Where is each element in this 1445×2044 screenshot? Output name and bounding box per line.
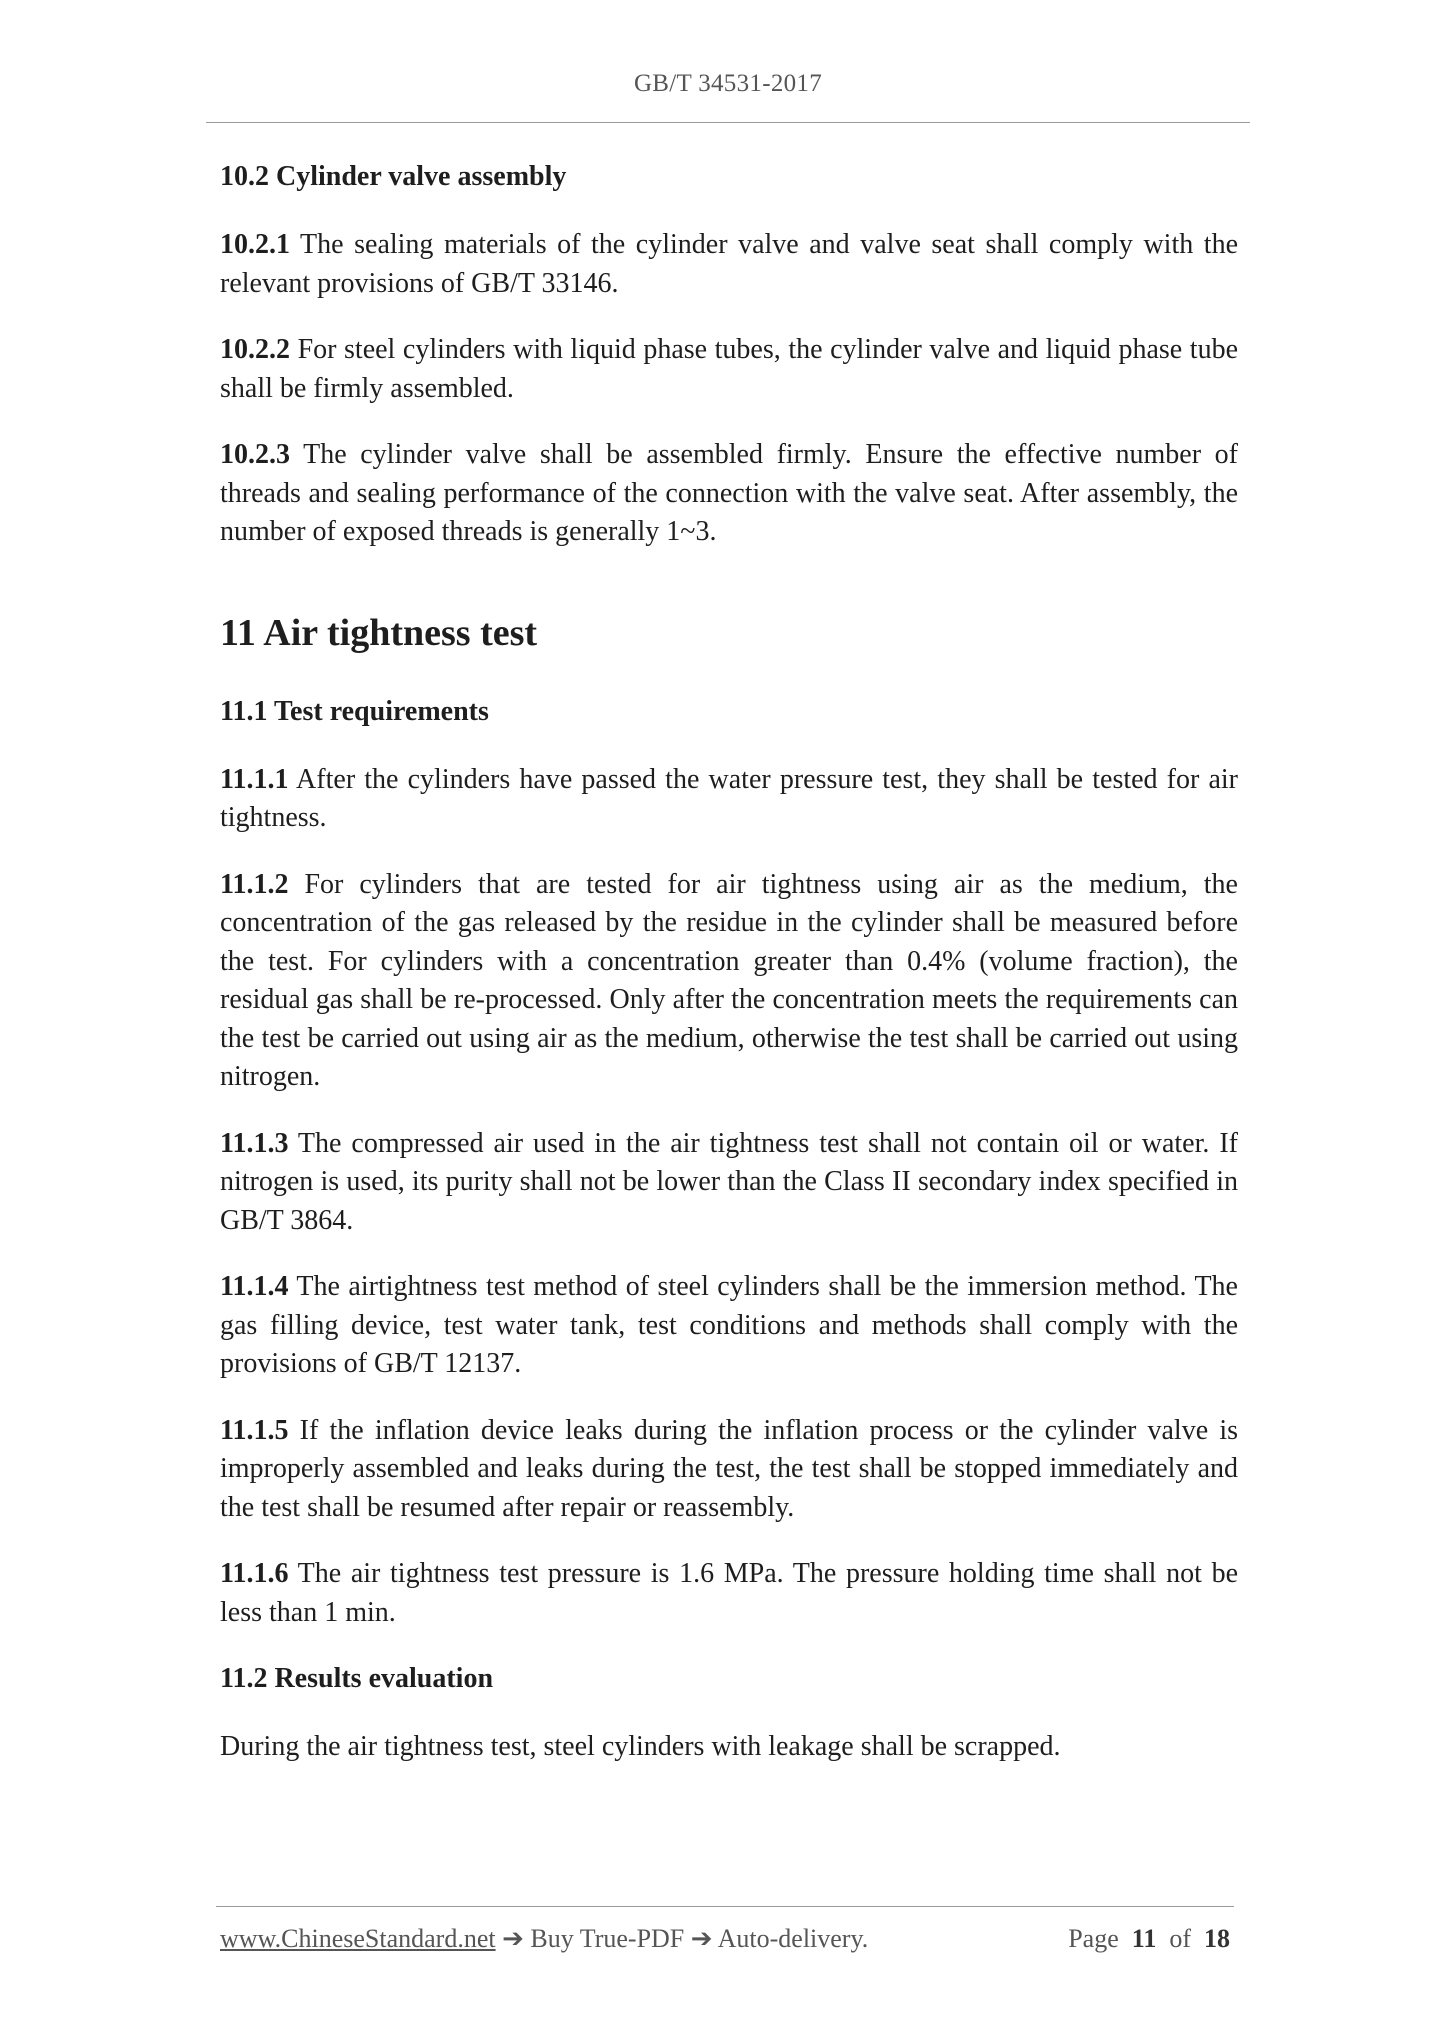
clause-number: 10.2.1 [220, 229, 290, 260]
clause-text: If the inflation device leaks during the inflation process or the cylinder valve is improperly assembled and leaks during the test, the test shall be stopped immediately and the test shall be resumed after repair or reassembly. [220, 1414, 1238, 1523]
website-link[interactable]: www.ChineseStandard.net [220, 1924, 496, 1953]
clause-10-2-2 [220, 331, 1238, 408]
clause-number: 11.1.6 [220, 1558, 289, 1589]
section-11-title: 11 Air tightness test [220, 611, 538, 654]
clause-number: 11.1.5 [220, 1414, 289, 1446]
clause-number: 11.1.2 [220, 868, 289, 900]
clause-11-1-4 [220, 1268, 1238, 1384]
page-footer [220, 1924, 1230, 1964]
page-content [220, 158, 1238, 1767]
document-header: GB/T 34531-2017 [633, 70, 823, 97]
footer-divider [216, 1906, 1234, 1907]
page-label: Page [1068, 1924, 1119, 1953]
page-total: 18 [1204, 1924, 1230, 1953]
clause-text: For steel cylinders with liquid phase tubes, the cylinder valve and liquid phase tube shall be firmly assembled. [220, 334, 1238, 404]
clause-number: 10.2.2 [220, 334, 290, 365]
clause-10-2-3 [220, 436, 1238, 552]
clause-text: The cylinder valve shall be assembled firmly. Ensure the effective number of threads and sealing performance of the connection with the valve seat. After assembly, the number of exposed threads is generally 1~3. [220, 439, 1238, 547]
clause-text: The sealing materials of the cylinder valve and valve seat shall comply with the relevant provisions of GB/T 33146. [220, 229, 1238, 299]
clause-text: The air tightness test pressure is 1.6 MPa. The pressure holding time shall not be less than 1 min. [220, 1558, 1238, 1628]
clause-number: 11.1.4 [220, 1271, 289, 1302]
clause-number: 11.1.3 [220, 1127, 289, 1159]
clause-11-1-6 [220, 1555, 1238, 1632]
clause-11-1-5 [220, 1412, 1238, 1528]
clause-text: For cylinders that are tested for air tightness using air as the medium, the concentration of the gas released by the residue in the cylinder shall be measured before the test. For cylinders with a concentration greater than 0.4% (volume fraction), the residual gas shall be re-processed. Only after the concentration meets the requirements can the test be carried out using air as the medium, otherwise the test shall be carried out using nitrogen. [220, 868, 1238, 1092]
page-of: of [1169, 1924, 1191, 1953]
clause-text: The airtightness test method of steel cylinders shall be the immersion method. The gas filling device, test water tank, test conditions and methods shall comply with the provisions of GB/T 12137. [220, 1271, 1238, 1379]
clause-text: The compressed air used in the air tightness test shall not contain oil or water. If nitrogen is used, its purity shall not be lower than the Class II secondary index specified in GB/T 3864. [220, 1127, 1238, 1236]
page-current: 11 [1131, 1924, 1157, 1953]
heading-11-2: 11.2 Results evaluation [220, 1663, 494, 1694]
clause-number: 11.1.1 [220, 763, 289, 795]
heading-10-2: 10.2 Cylinder valve assembly [220, 161, 567, 192]
results-paragraph: During the air tightness test, steel cylinders with leakage shall be scrapped. [220, 1731, 1061, 1762]
footer-promo [220, 1924, 868, 1954]
page-indicator [1068, 1924, 1230, 1954]
heading-11-1: 11.1 Test requirements [220, 695, 489, 727]
clause-number: 10.2.3 [220, 439, 290, 470]
clause-10-2-1 [220, 226, 1238, 303]
clause-11-1-2 [220, 866, 1238, 1097]
footer-promo-text: ➔ Buy True-PDF ➔ Auto-delivery. [495, 1924, 869, 1953]
clause-11-1-1 [220, 761, 1238, 838]
header-divider [206, 122, 1250, 123]
clause-11-1-3 [220, 1125, 1238, 1241]
clause-text: After the cylinders have passed the water pressure test, they shall be tested for air tightness. [220, 763, 1238, 833]
